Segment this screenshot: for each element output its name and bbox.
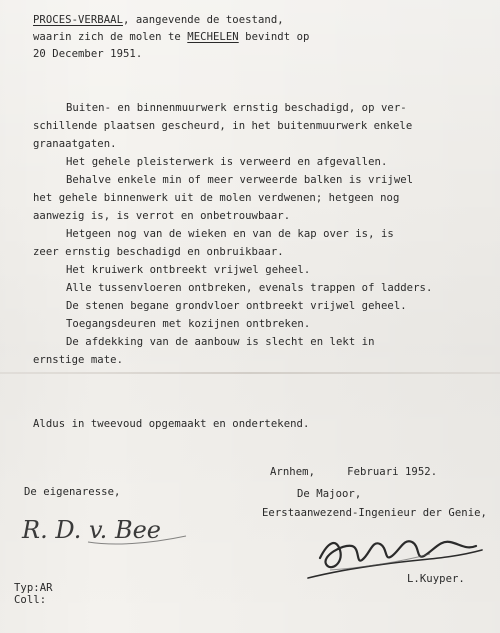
- body-line: Toegangsdeuren met kozijnen ontbreken.: [66, 318, 311, 330]
- body-line: Alle tussenvloeren ontbreken, evenals trappen of ladders.: [66, 282, 433, 294]
- heading-line-2b: bevindt op: [238, 31, 310, 43]
- body-line: zeer ernstig beschadigd en onbruikbaar.: [33, 246, 284, 258]
- body-line: Buiten- en binnenmuurwerk ernstig beschadigd, op ver-: [66, 102, 407, 114]
- place-name: MECHELEN: [187, 31, 239, 43]
- typist-code: Typ:AR: [14, 582, 53, 594]
- right-party-title: Eerstaanwezend-Ingenieur der Genie,: [262, 507, 487, 519]
- body-line: De afdekking van de aanbouw is slecht en lekt in: [66, 336, 375, 348]
- place-date: Arnhem, Februari 1952.: [270, 466, 438, 478]
- heading-line-2: [33, 31, 309, 43]
- collation-label: Coll:: [14, 594, 47, 606]
- body-line: Het kruiwerk ontbreekt vrijwel geheel.: [66, 264, 311, 276]
- body-line: het gehele binnenwerk uit de molen verdwenen; hetgeen nog: [33, 192, 400, 204]
- heading-date: 20 December 1951.: [33, 48, 143, 60]
- right-party-rank: De Majoor,: [297, 488, 362, 500]
- left-party-label: De eigenaresse,: [24, 486, 121, 498]
- body-line: schillende plaatsen gescheurd, in het buitenmuurwerk enkele: [33, 120, 413, 132]
- body-line: granaatgaten.: [33, 138, 117, 150]
- body-line: aanwezig is, is verrot en onbetrouwbaar.: [33, 210, 291, 222]
- paper-fold: [0, 372, 500, 374]
- body-line: Behalve enkele min of meer verweerde balken is vrijwel: [66, 174, 414, 186]
- heading-line-2a: waarin zich de molen te: [33, 31, 188, 43]
- closing-statement: Aldus in tweevoud opgemaakt en ondertekend.: [33, 418, 310, 430]
- document-title: PROCES-VERBAAL: [33, 14, 123, 26]
- signature-left-image: [18, 506, 193, 550]
- body-line: Hetgeen nog van de wieken en van de kap over is, is: [66, 228, 394, 240]
- signature-left: R. D. v. Bee: [22, 516, 161, 544]
- body-line: ernstige mate.: [33, 354, 123, 366]
- body-line: Het gehele pleisterwerk is verweerd en afgevallen.: [66, 156, 388, 168]
- signer-name: L.Kuyper.: [407, 573, 465, 585]
- body-line: De stenen begane grondvloer ontbreekt vrijwel geheel.: [66, 300, 407, 312]
- heading-title-rest: , aangevende de toestand,: [123, 14, 284, 26]
- heading-line-1: [33, 14, 284, 26]
